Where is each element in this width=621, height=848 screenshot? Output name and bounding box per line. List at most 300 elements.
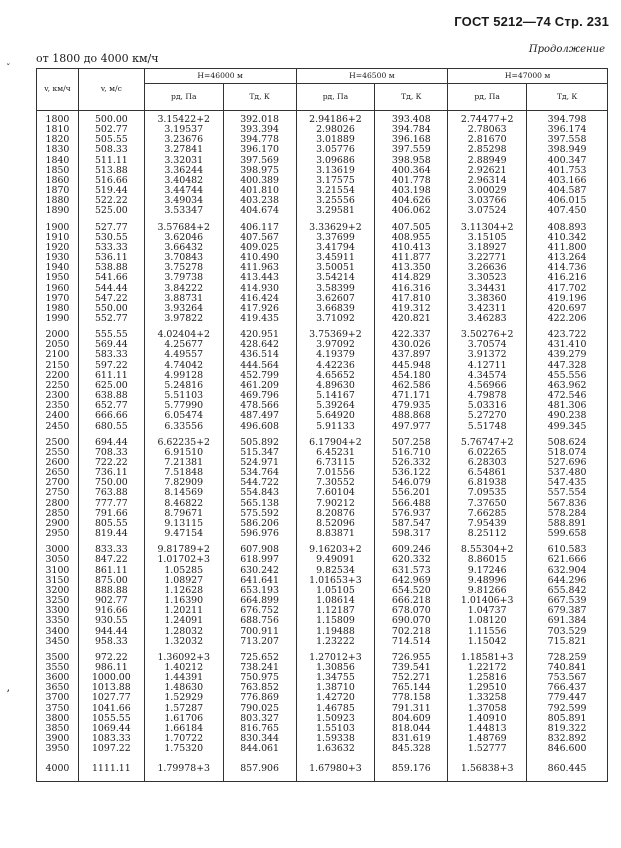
table-cell: 1069.44 — [78, 724, 144, 734]
table-cell: 407.567 — [223, 233, 296, 243]
table-cell: 3.70843 — [144, 253, 223, 263]
table-cell: 8.79671 — [144, 509, 223, 519]
table-cell: 1870 — [37, 186, 79, 196]
table-cell: 413.264 — [527, 253, 608, 263]
table-cell: 3.29581 — [296, 206, 375, 216]
table-cell: 972.22 — [78, 647, 144, 663]
table-cell: 2400 — [37, 411, 79, 421]
table-cell: 739.541 — [375, 663, 448, 673]
table-cell: 413.350 — [375, 263, 448, 273]
table-cell: 1.11556 — [448, 627, 527, 637]
table-body — [37, 111, 608, 782]
table-cell: 547.435 — [527, 478, 608, 488]
table-cell: 763.852 — [223, 683, 296, 693]
table-cell: 2.81670 — [448, 135, 527, 145]
table-cell: 3.21554 — [296, 186, 375, 196]
table-cell: 3.91372 — [448, 350, 527, 360]
table-cell: 515.347 — [223, 448, 296, 458]
table-cell: 666.218 — [375, 596, 448, 606]
table-cell: 1041.66 — [78, 704, 144, 714]
table-cell: 527.696 — [527, 458, 608, 468]
table-cell: 3.45911 — [296, 253, 375, 263]
table-cell: 609.246 — [375, 539, 448, 555]
table-cell: 2850 — [37, 509, 79, 519]
table-cell: 3.38360 — [448, 294, 527, 304]
table-cell: 4.79878 — [448, 391, 527, 401]
table-cell: 5.51103 — [144, 391, 223, 401]
table-cell: 414.736 — [527, 263, 608, 273]
table-cell: 583.33 — [78, 350, 144, 360]
table-cell: 587.547 — [375, 519, 448, 529]
table-cell: 777.77 — [78, 499, 144, 509]
table-cell: 1850 — [37, 166, 79, 176]
table-cell: 3.75278 — [144, 263, 223, 273]
table-cell: 1.15809 — [296, 616, 375, 626]
table-cell: 3450 — [37, 637, 79, 647]
table-cell: 2700 — [37, 478, 79, 488]
table-cell: 766.437 — [527, 683, 608, 693]
table-cell: 599.658 — [527, 529, 608, 539]
table-cell: 1.48769 — [448, 734, 527, 744]
table-cell: 546.079 — [375, 478, 448, 488]
table-cell: 511.11 — [78, 156, 144, 166]
table-cell: 3.15422+2 — [144, 111, 223, 126]
table-cell: 1950 — [37, 273, 79, 283]
table-cell: 508.33 — [78, 145, 144, 155]
table-cell: 9.13115 — [144, 519, 223, 529]
table-cell: 499.345 — [527, 422, 608, 432]
table-cell: 6.33556 — [144, 422, 223, 432]
table-cell: 505.892 — [223, 432, 296, 448]
table-cell: 439.279 — [527, 350, 608, 360]
table-cell: 400.347 — [527, 156, 608, 166]
table-cell: 455.556 — [527, 371, 608, 381]
table-cell: 1.57287 — [144, 704, 223, 714]
table-cell: 2200 — [37, 371, 79, 381]
table-cell: 930.55 — [78, 616, 144, 626]
table-cell: 4.25677 — [144, 340, 223, 350]
table-cell: 7.01556 — [296, 468, 375, 478]
table-cell: 4.12711 — [448, 361, 527, 371]
table-cell: 445.948 — [375, 361, 448, 371]
table-cell: 610.583 — [527, 539, 608, 555]
table-cell: 396.168 — [375, 135, 448, 145]
table-cell: 5.27270 — [448, 411, 527, 421]
table-cell: 6.17904+2 — [296, 432, 375, 448]
table-cell: 680.55 — [78, 422, 144, 432]
table-cell: 8.55304+2 — [448, 539, 527, 555]
table-cell: 416.316 — [375, 284, 448, 294]
table-cell: 3.36244 — [144, 166, 223, 176]
table-cell: 2950 — [37, 529, 79, 539]
table-cell: 3700 — [37, 693, 79, 703]
table-cell: 778.158 — [375, 693, 448, 703]
table-cell: 8.86015 — [448, 555, 527, 565]
table-cell: 620.332 — [375, 555, 448, 565]
table-cell: 875.00 — [78, 576, 144, 586]
table-cell: 8.46822 — [144, 499, 223, 509]
table-cell: 1.24091 — [144, 616, 223, 626]
table-row — [37, 744, 608, 754]
table-cell: 547.22 — [78, 294, 144, 304]
table-cell: 8.14569 — [144, 488, 223, 498]
table-row — [37, 637, 608, 647]
table-cell: 618.997 — [223, 555, 296, 565]
table-row — [37, 273, 608, 283]
table-cell: 1.32032 — [144, 637, 223, 647]
table-cell: 3.97092 — [296, 340, 375, 350]
table-cell: 3000 — [37, 539, 79, 555]
table-cell: 1.23222 — [296, 637, 375, 647]
table-cell: 534.764 — [223, 468, 296, 478]
table-cell: 1.42720 — [296, 693, 375, 703]
table-cell: 7.51848 — [144, 468, 223, 478]
table-cell: 552.77 — [78, 314, 144, 324]
table-cell: 8.25112 — [448, 529, 527, 539]
table-cell: 2300 — [37, 391, 79, 401]
table-cell: 1.18581+3 — [448, 647, 527, 663]
table-cell: 2.78063 — [448, 125, 527, 135]
table-cell: 4.65652 — [296, 371, 375, 381]
table-cell: 555.55 — [78, 324, 144, 340]
table-cell: 1.29510 — [448, 683, 527, 693]
table-cell: 481.306 — [527, 401, 608, 411]
table-row — [37, 754, 608, 781]
table-cell: 3.33629+2 — [296, 217, 375, 233]
table-cell: 736.11 — [78, 468, 144, 478]
table-cell: 420.951 — [223, 324, 296, 340]
table-cell: 487.497 — [223, 411, 296, 421]
table-cell: 393.394 — [223, 125, 296, 135]
table-cell: 7.09535 — [448, 488, 527, 498]
table-cell: 500.00 — [78, 111, 144, 126]
table-cell: 2250 — [37, 381, 79, 391]
table-cell: 4.42236 — [296, 361, 375, 371]
table-cell: 1.04737 — [448, 606, 527, 616]
table-cell: 431.410 — [527, 340, 608, 350]
table-cell: 666.66 — [78, 411, 144, 421]
table-cell: 3500 — [37, 647, 79, 663]
table-cell: 3.23676 — [144, 135, 223, 145]
table-cell: 776.869 — [223, 693, 296, 703]
table-cell: 728.259 — [527, 647, 608, 663]
table-cell: 804.609 — [375, 714, 448, 724]
table-cell: 2800 — [37, 499, 79, 509]
table-cell: 403.166 — [527, 176, 608, 186]
table-cell: 2.96314 — [448, 176, 527, 186]
table-cell: 404.587 — [527, 186, 608, 196]
table-cell: 860.445 — [527, 754, 608, 781]
table-cell: 9.16203+2 — [296, 539, 375, 555]
table-cell: 2650 — [37, 468, 79, 478]
table-cell: 5.77990 — [144, 401, 223, 411]
table-cell: 490.238 — [527, 411, 608, 421]
table-cell: 463.962 — [527, 381, 608, 391]
table-cell: 398.958 — [375, 156, 448, 166]
table-cell: 1.50923 — [296, 714, 375, 724]
table-cell: 9.81789+2 — [144, 539, 223, 555]
table-cell: 1.19488 — [296, 627, 375, 637]
table-cell: 644.296 — [527, 576, 608, 586]
table-cell: 598.317 — [375, 529, 448, 539]
table-cell: 554.843 — [223, 488, 296, 498]
col-header-temperature: Tд, К — [527, 84, 608, 111]
table-cell: 1.08120 — [448, 616, 527, 626]
table-cell: 3050 — [37, 555, 79, 565]
table-cell: 708.33 — [78, 448, 144, 458]
table-cell: 7.82909 — [144, 478, 223, 488]
table-cell: 1.52929 — [144, 693, 223, 703]
table-cell: 944.44 — [78, 627, 144, 637]
table-cell: 397.569 — [223, 156, 296, 166]
table-cell: 1.61706 — [144, 714, 223, 724]
table-cell: 9.48996 — [448, 576, 527, 586]
table-cell: 400.364 — [375, 166, 448, 176]
table-cell: 1.48630 — [144, 683, 223, 693]
table-cell: 7.60104 — [296, 488, 375, 498]
table-cell: 607.908 — [223, 539, 296, 555]
table-cell: 667.539 — [527, 596, 608, 606]
table-cell: 3.11304+2 — [448, 217, 527, 233]
table-cell: 422.337 — [375, 324, 448, 340]
margin-mark: ʼ — [6, 688, 10, 701]
table-cell: 750.00 — [78, 478, 144, 488]
table-cell: 1.38710 — [296, 683, 375, 693]
table-cell: 1.05285 — [144, 566, 223, 576]
table-cell: 1860 — [37, 176, 79, 186]
table-cell: 1.12628 — [144, 586, 223, 596]
table-cell: 401.778 — [375, 176, 448, 186]
table-cell: 1840 — [37, 156, 79, 166]
table-cell: 818.044 — [375, 724, 448, 734]
table-cell: 544.44 — [78, 284, 144, 294]
table-cell: 9.82534 — [296, 566, 375, 576]
table-cell: 505.55 — [78, 135, 144, 145]
table-cell: 1.15042 — [448, 637, 527, 647]
table-cell: 3.37699 — [296, 233, 375, 243]
table-cell: 3.22771 — [448, 253, 527, 263]
table-cell: 642.969 — [375, 576, 448, 586]
table-cell: 725.652 — [223, 647, 296, 663]
table-cell: 1.22172 — [448, 663, 527, 673]
table-cell: 845.328 — [375, 744, 448, 754]
table-cell: 1830 — [37, 145, 79, 155]
table-cell: 3.50276+2 — [448, 324, 527, 340]
table-cell: 397.558 — [527, 135, 608, 145]
table-cell: 406.062 — [375, 206, 448, 216]
table-cell: 1.05105 — [296, 586, 375, 596]
table-cell: 398.975 — [223, 166, 296, 176]
table-cell: 588.891 — [527, 519, 608, 529]
table-cell: 422.206 — [527, 314, 608, 324]
table-cell: 3.50051 — [296, 263, 375, 273]
table-cell: 3.62046 — [144, 233, 223, 243]
table-cell: 819.44 — [78, 529, 144, 539]
table-cell: 3600 — [37, 673, 79, 683]
table-cell: 1820 — [37, 135, 79, 145]
table-cell: 478.566 — [223, 401, 296, 411]
table-cell: 3100 — [37, 566, 79, 576]
table-cell: 1940 — [37, 263, 79, 273]
table-cell: 407.450 — [527, 206, 608, 216]
table-cell: 2450 — [37, 422, 79, 432]
table-cell: 566.488 — [375, 499, 448, 509]
table-cell: 3200 — [37, 586, 79, 596]
table-cell: 5.14167 — [296, 391, 375, 401]
col-header-altitude-1: H=46000 м — [144, 69, 296, 84]
table-cell: 1.66184 — [144, 724, 223, 734]
table-cell: 9.49091 — [296, 555, 375, 565]
table-cell: 1.27012+3 — [296, 647, 375, 663]
table-cell: 652.77 — [78, 401, 144, 411]
table-row — [37, 111, 608, 126]
table-cell: 831.619 — [375, 734, 448, 744]
table-cell: 410.342 — [527, 233, 608, 243]
col-header-altitude-3: H=47000 м — [448, 69, 608, 84]
table-cell: 2.98026 — [296, 125, 375, 135]
table-cell: 1000.00 — [78, 673, 144, 683]
table-cell: 3.44744 — [144, 186, 223, 196]
table-cell: 9.17246 — [448, 566, 527, 576]
table-cell: 398.949 — [527, 145, 608, 155]
table-cell: 497.977 — [375, 422, 448, 432]
table-cell: 5.51748 — [448, 422, 527, 432]
table-cell: 410.413 — [375, 243, 448, 253]
col-header-speed-kmh: v, км/ч — [37, 69, 79, 111]
table-cell: 428.642 — [223, 340, 296, 350]
table-cell: 1.52777 — [448, 744, 527, 754]
table-cell: 3.27841 — [144, 145, 223, 155]
table-cell: 403.198 — [375, 186, 448, 196]
table-cell: 888.88 — [78, 586, 144, 596]
table-cell: 1.08614 — [296, 596, 375, 606]
table-cell: 1.20211 — [144, 606, 223, 616]
table-cell: 411.877 — [375, 253, 448, 263]
table-cell: 419.435 — [223, 314, 296, 324]
table-cell: 393.408 — [375, 111, 448, 126]
table-row — [37, 529, 608, 539]
table-cell: 4.74042 — [144, 361, 223, 371]
table-cell: 832.892 — [527, 734, 608, 744]
table-cell: 1.40212 — [144, 663, 223, 673]
table-cell: 419.312 — [375, 304, 448, 314]
table-cell: 3850 — [37, 724, 79, 734]
table-cell: 844.061 — [223, 744, 296, 754]
table-cell: 805.891 — [527, 714, 608, 724]
table-cell: 437.897 — [375, 350, 448, 360]
table-cell: 4.49557 — [144, 350, 223, 360]
table-cell: 738.241 — [223, 663, 296, 673]
table-cell: 791.66 — [78, 509, 144, 519]
table-cell: 538.88 — [78, 263, 144, 273]
table-cell: 1.44391 — [144, 673, 223, 683]
table-cell: 1880 — [37, 196, 79, 206]
table-cell: 638.88 — [78, 391, 144, 401]
table-cell: 1.63632 — [296, 744, 375, 754]
table-cell: 420.697 — [527, 304, 608, 314]
table-cell: 1930 — [37, 253, 79, 263]
table-cell: 3.00029 — [448, 186, 527, 196]
table-cell: 516.710 — [375, 448, 448, 458]
table-cell: 416.216 — [527, 273, 608, 283]
table-cell: 3.93264 — [144, 304, 223, 314]
page-header: ГОСТ 5212—74 Стр. 231 — [454, 14, 609, 29]
table-row — [37, 314, 608, 324]
table-cell: 3.13619 — [296, 166, 375, 176]
table-cell: 488.868 — [375, 411, 448, 421]
table-cell: 1.12187 — [296, 606, 375, 616]
table-cell: 3550 — [37, 663, 79, 673]
table-cell: 408.893 — [527, 217, 608, 233]
table-cell: 805.55 — [78, 519, 144, 529]
table-cell: 5.24816 — [144, 381, 223, 391]
table-cell: 414.930 — [223, 284, 296, 294]
table-cell: 397.559 — [375, 145, 448, 155]
table-cell: 2.85298 — [448, 145, 527, 155]
table-cell: 403.238 — [223, 196, 296, 206]
table-cell: 847.22 — [78, 555, 144, 565]
table-cell: 3.70574 — [448, 340, 527, 350]
table-cell: 763.88 — [78, 488, 144, 498]
table-row — [37, 647, 608, 663]
table-cell: 621.666 — [527, 555, 608, 565]
table-cell: 469.796 — [223, 391, 296, 401]
table-cell: 714.514 — [375, 637, 448, 647]
table-cell: 1800 — [37, 111, 79, 126]
table-cell: 3300 — [37, 606, 79, 616]
table-cell: 6.54861 — [448, 468, 527, 478]
table-cell: 1980 — [37, 304, 79, 314]
table-cell: 401.810 — [223, 186, 296, 196]
table-cell: 1.56838+3 — [448, 754, 527, 781]
table-cell: 394.798 — [527, 111, 608, 126]
table-cell: 519.44 — [78, 186, 144, 196]
table-cell: 1.25816 — [448, 673, 527, 683]
table-cell: 401.753 — [527, 166, 608, 176]
table-cell: 916.66 — [78, 606, 144, 616]
continuation-label: Продолжение — [528, 44, 605, 55]
table-cell: 496.608 — [223, 422, 296, 432]
table-cell: 1.16390 — [144, 596, 223, 606]
table-cell: 792.599 — [527, 704, 608, 714]
table-cell: 803.327 — [223, 714, 296, 724]
table-cell: 625.00 — [78, 381, 144, 391]
table-cell: 1960 — [37, 284, 79, 294]
table-row — [37, 432, 608, 448]
table-cell: 1.46785 — [296, 704, 375, 714]
table-cell: 752.271 — [375, 673, 448, 683]
table-cell: 479.935 — [375, 401, 448, 411]
table-cell: 833.33 — [78, 539, 144, 555]
table-cell: 3.25556 — [296, 196, 375, 206]
table-cell: 3900 — [37, 734, 79, 744]
table-cell: 567.836 — [527, 499, 608, 509]
table-cell: 3.01889 — [296, 135, 375, 145]
table-cell: 3.54214 — [296, 273, 375, 283]
table-cell: 1.36092+3 — [144, 647, 223, 663]
table-cell: 513.88 — [78, 166, 144, 176]
table-cell: 3.71092 — [296, 314, 375, 324]
table-cell: 541.66 — [78, 273, 144, 283]
table-cell: 536.11 — [78, 253, 144, 263]
table-cell: 404.626 — [375, 196, 448, 206]
table-cell: 1.01702+3 — [144, 555, 223, 565]
table-cell: 3.09686 — [296, 156, 375, 166]
table-cell: 4.02404+2 — [144, 324, 223, 340]
table-cell: 3.75369+2 — [296, 324, 375, 340]
table-cell: 423.722 — [527, 324, 608, 340]
table-cell: 631.573 — [375, 566, 448, 576]
